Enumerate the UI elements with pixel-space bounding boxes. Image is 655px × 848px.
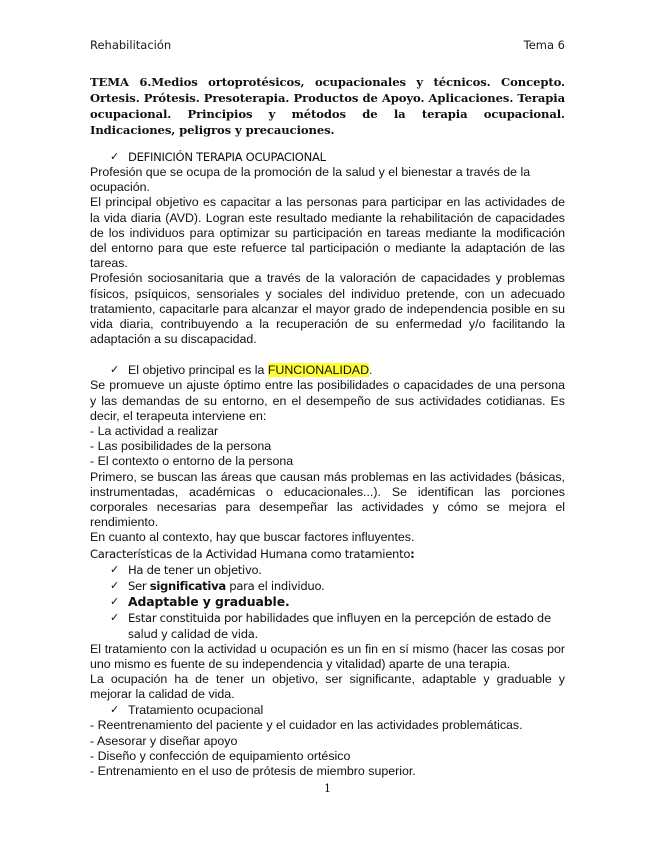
checkmark-icon: ✓ — [110, 610, 120, 624]
paragraph: La ocupación ha de tener un objetivo, ser significante, adaptable y graduable y mejorar la calidad de vida. — [90, 672, 565, 702]
checkmark-icon: ✓ — [110, 363, 120, 377]
characteristic-item — [90, 594, 565, 610]
characteristic-prefix: Ser — [128, 578, 150, 593]
page-content — [90, 74, 565, 779]
spacer — [90, 347, 565, 362]
characteristic-bold: significativa — [149, 578, 226, 593]
header-topic: Tema 6 — [523, 38, 565, 52]
characteristics-colon: : — [410, 546, 415, 561]
characteristics-intro — [90, 546, 565, 562]
checkmark-icon: ✓ — [110, 578, 120, 592]
page-number: 1 — [324, 782, 331, 795]
section-definition-title: DEFINICIÓN TERAPIA OCUPACIONAL — [128, 150, 326, 164]
checkmark-icon: ✓ — [110, 703, 120, 717]
characteristic-suffix: para el individuo. — [225, 578, 325, 593]
characteristic-item — [90, 610, 565, 642]
highlighted-term: FUNCIONALIDAD — [267, 363, 370, 378]
checkmark-icon: ✓ — [110, 150, 120, 163]
paragraph: Se promueve un ajuste óptimo entre las posibilidades o capacidades de una persona y las demandas de su entorno, en el desempeño de sus actividades cotidianas. Es decir, el terapeuta interviene en: — [90, 378, 565, 423]
section-treatment-heading — [90, 702, 565, 718]
paragraph: El tratamiento con la actividad u ocupación es un fin en sí mismo (hacer las cosas por uno mismo es fuente de su independencia y vitalidad) aparte de una terapia. — [90, 641, 565, 671]
paragraph: Primero, se buscan las áreas que causan más problemas en las actividades (básicas, instrumentadas, académicas o educacionales...). Se identifican las porciones corporales necesarias para desempeñar las actividades y cómo se mejora el rendimiento. — [90, 469, 565, 530]
characteristic-text: Estar constituida por habilidades que influyen en la percepción de estado de salud y calidad de vida. — [128, 610, 551, 641]
list-item: - Asesorar y diseñar apoyo — [90, 733, 238, 748]
characteristics-list — [90, 562, 565, 642]
characteristic-text: Ha de tener un objetivo. — [128, 562, 262, 577]
list-item: - El contexto o entorno de la persona — [90, 454, 294, 469]
list-item: - Las posibilidades de la persona — [90, 439, 272, 454]
characteristic-text: Adaptable y graduable. — [128, 593, 290, 609]
objective-prefix: El objetivo principal es la — [128, 363, 268, 378]
header-subject: Rehabilitación — [90, 38, 172, 52]
characteristics-intro-text: Características de la Actividad Humana como tratamiento — [90, 546, 411, 561]
list-item: - Reentrenamiento del paciente y el cuidador en las actividades problemáticas. — [90, 718, 523, 733]
characteristic-item — [90, 562, 565, 578]
list-item: - Entrenamiento en el uso de prótesis de miembro superior. — [90, 764, 416, 779]
section-objective-heading — [90, 362, 565, 378]
list-item: - Diseño y confección de equipamiento ortésico — [90, 748, 351, 763]
section-definition-heading — [90, 149, 565, 165]
checkmark-icon: ✓ — [110, 594, 120, 608]
document-title: TEMA 6.Medios ortoprotésicos, ocupacionales y técnicos. Concepto. Ortesis. Prótesis. Presoterapia. Productos de Apoyo. Aplicaciones. Terapia ocupacional. Principios y métodos de la terapia ocupacional. Indicaciones, peligros y precauciones. — [90, 75, 565, 137]
section-treatment-title: Tratamiento ocupacional — [128, 703, 264, 718]
paragraph: Profesión que se ocupa de la promoción de la salud y el bienestar a través de la ocupación. — [90, 165, 531, 195]
checkmark-icon: ✓ — [110, 562, 120, 576]
page-header — [90, 38, 565, 54]
list-item: - La actividad a realizar — [90, 424, 219, 439]
paragraph: En cuanto al contexto, hay que buscar factores influyentes. — [90, 530, 415, 545]
objective-suffix: . — [369, 363, 373, 378]
paragraph: El principal objetivo es capacitar a las personas para participar en las actividades de la vida diaria (AVD). Logran este resultado mediante la rehabilitación de capacidades de los individuos para optimizar su participación en tareas mediante la modificación del entorno para que este refuerce tal participación o mediante la adaptación de las tareas. — [90, 195, 565, 271]
characteristic-item — [90, 578, 565, 594]
paragraph: Profesión sociosanitaria que a través de la valoración de capacidades y problemas físicos, psíquicos, sensoriales y sociales del individuo pretende, con un adecuado tratamiento, capacitarle para alcanzar el mayor grado de independencia posible en su vida diaria, contribuyendo a la recuperación de su enfermedad y/o facilitando la adaptación a su discapacidad. — [90, 271, 565, 347]
